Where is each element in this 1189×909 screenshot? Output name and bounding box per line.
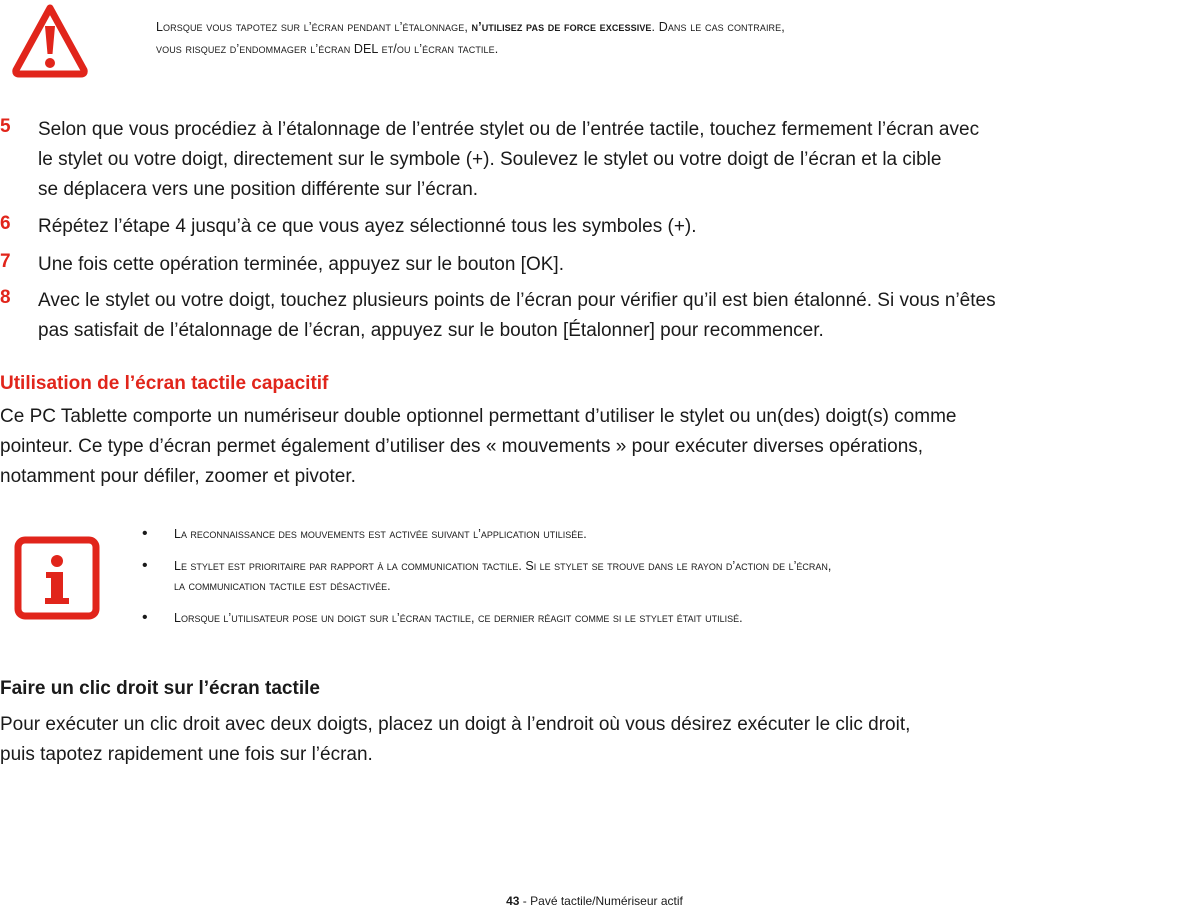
- info-item-line: la communication tactile est désactivée.: [174, 579, 391, 593]
- paragraph-line: puis tapotez rapidement une fois sur l’écran.: [0, 744, 373, 765]
- paragraph-line: pointeur. Ce type d’écran permet également d’utiliser des « mouvements » pour exécuter diverses opérations,: [0, 436, 924, 457]
- step-number: 8: [0, 287, 11, 308]
- footer-separator: -: [519, 894, 531, 908]
- page-number: 43: [506, 894, 520, 908]
- section-heading-capacitive: Utilisation de l’écran tactile capacitif: [0, 373, 329, 394]
- info-list: [142, 524, 1182, 628]
- step-number: 6: [0, 213, 11, 234]
- step-line: Une fois cette opération terminée, appuyez sur le bouton [OK].: [38, 254, 564, 275]
- info-item-line: La reconnaissance des mouvements est activée suivant l’application utilisée.: [174, 527, 587, 541]
- info-item: [142, 524, 1182, 544]
- warning-line-1: Lorsque vous tapotez sur l’écran pendant l’étalonnage, n’utilisez pas de force excessive. Dans le cas contraire,: [156, 20, 785, 34]
- info-item: [142, 556, 1182, 596]
- paragraph-line: notamment pour défiler, zoomer et pivoter.: [0, 466, 356, 487]
- section-heading-right-click: Faire un clic droit sur l’écran tactile: [0, 678, 320, 699]
- step-line: se déplacera vers une position différente sur l’écran.: [38, 179, 479, 200]
- info-item-line: Le stylet est prioritaire par rapport à la communication tactile. Si le stylet se trouve dans le rayon d’action de l’écran,: [174, 559, 832, 573]
- step-number: 5: [0, 116, 11, 137]
- step-line: pas satisfait de l’étalonnage de l’écran, appuyez sur le bouton [Étalonner] pour recommencer.: [38, 320, 824, 341]
- warning-emphasis: n’utilisez pas de force excessive: [471, 20, 652, 34]
- info-item: [142, 608, 1182, 628]
- warning-line-2: vous risquez d’endommager l’écran DEL et/ou l’écran tactile.: [156, 42, 499, 56]
- bullet-icon: •: [142, 557, 148, 574]
- step-line: Avec le stylet ou votre doigt, touchez plusieurs points de l’écran pour vérifier qu’il est bien étalonné. Si vous n’êtes: [38, 290, 996, 311]
- page-footer: [0, 893, 1189, 909]
- step-line: Selon que vous procédiez à l’étalonnage de l’entrée stylet ou de l’entrée tactile, touchez fermement l’écran avec: [38, 119, 980, 140]
- paragraph-line: Ce PC Tablette comporte un numériseur double optionnel permettant d’utiliser le stylet ou un(des) doigt(s) comme: [0, 406, 957, 427]
- bullet-icon: •: [142, 609, 148, 626]
- paragraph-line: Pour exécuter un clic droit avec deux doigts, placez un doigt à l’endroit où vous désirez exécuter le clic droit,: [0, 714, 911, 735]
- info-icon: [14, 536, 100, 620]
- step-line: Répétez l’étape 4 jusqu’à ce que vous ayez sélectionné tous les symboles (+).: [38, 216, 697, 237]
- bullet-icon: •: [142, 525, 148, 542]
- step-line: le stylet ou votre doigt, directement sur le symbole (+). Soulevez le stylet ou votre doigt de l’écran et la cible: [38, 149, 942, 170]
- info-item-line: Lorsque l’utilisateur pose un doigt sur l’écran tactile, ce dernier réagit comme si le stylet était utilisé.: [174, 611, 743, 625]
- footer-section-title: Pavé tactile/Numériseur actif: [530, 894, 683, 908]
- warning-text: [156, 16, 1156, 60]
- step-number: 7: [0, 251, 11, 272]
- warning-triangle-icon: [12, 2, 88, 78]
